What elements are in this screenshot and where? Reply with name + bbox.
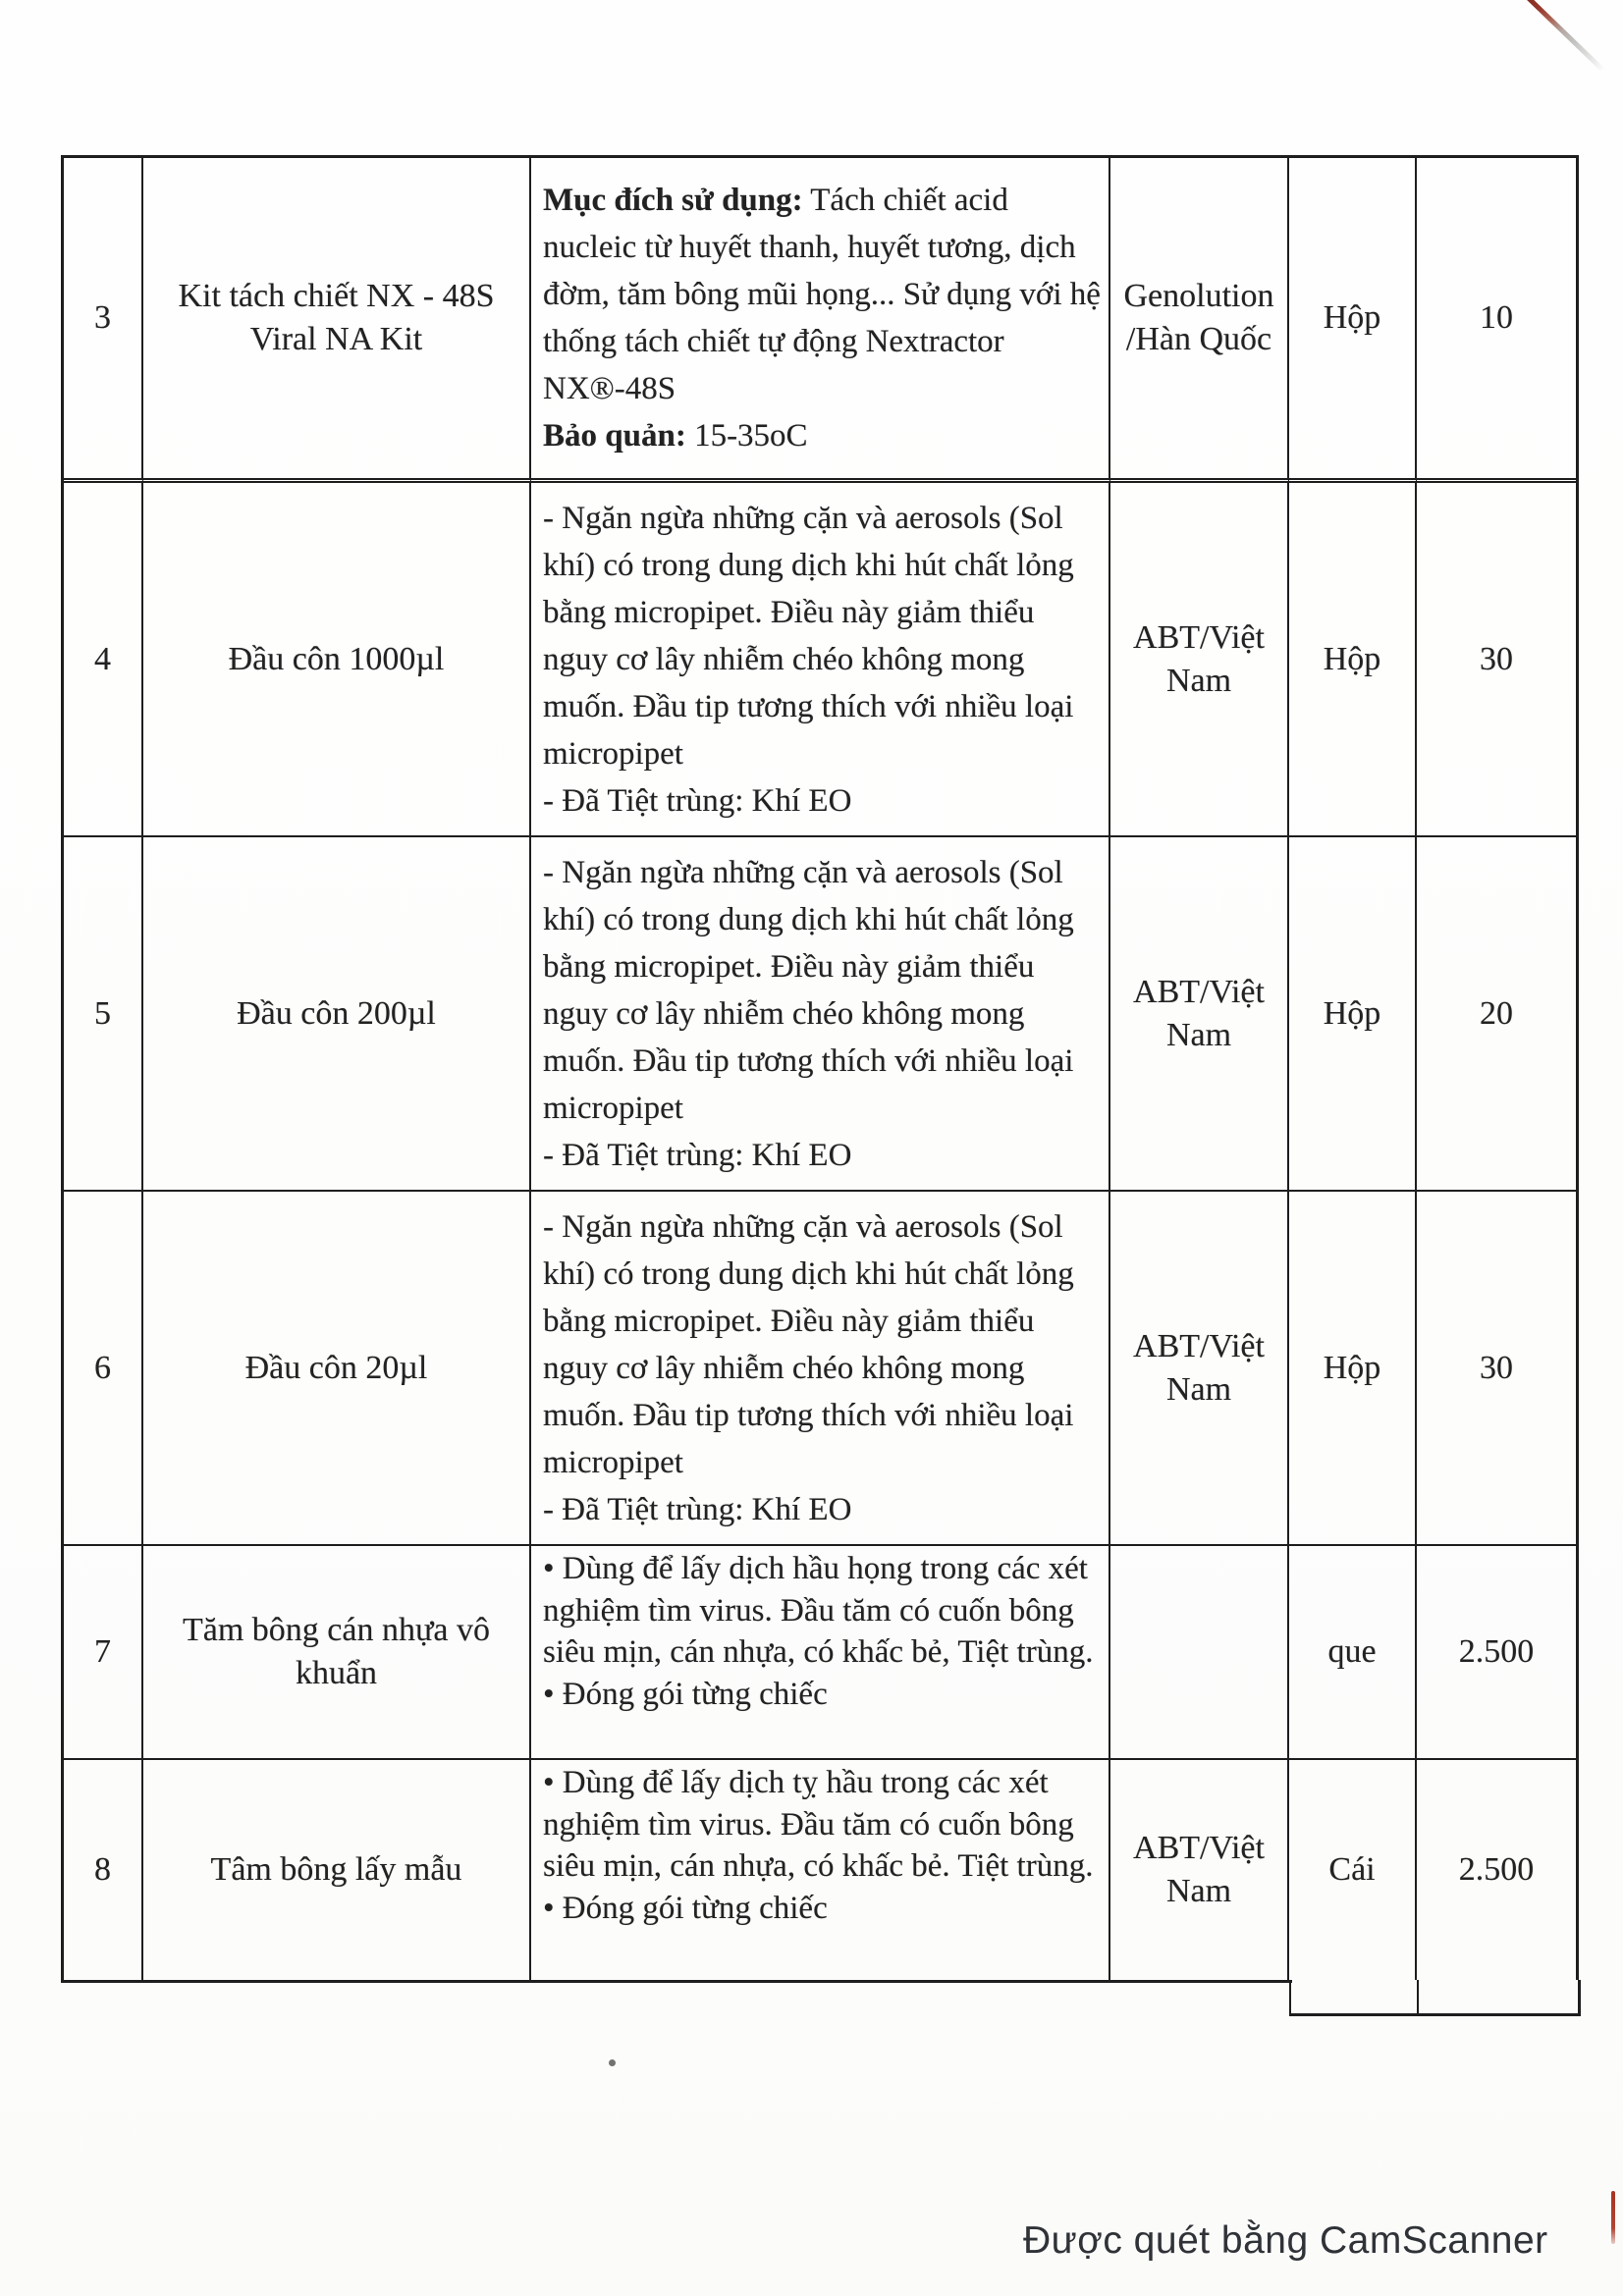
- cell-manufacturer: ABT/Việt Nam: [1110, 837, 1289, 1192]
- cell-item-name: Đầu côn 20µl: [143, 1192, 531, 1546]
- cell-item-name: Kit tách chiết NX - 48S Viral NA Kit: [143, 158, 531, 483]
- description-text: 15-35oC: [685, 418, 808, 454]
- items-table-grid: [64, 158, 1576, 1980]
- cell-quantity: 30: [1417, 483, 1576, 837]
- table-bottom-step: [1289, 1980, 1581, 2016]
- description-text: - Đã Tiệt trùng: Khí EO: [543, 1491, 852, 1527]
- cell-quantity: 2.500: [1417, 1546, 1576, 1760]
- description-text: • Đóng gói từng chiếc: [543, 1676, 828, 1712]
- cell-manufacturer: ABT/Việt Nam: [1110, 1192, 1289, 1546]
- description-text: - Ngăn ngừa những cặn và aerosols (Sol khí) có trong dung dịch khi hút chất lỏng bằng micropipet. Điều này giảm thiểu nguy cơ lây nhiễm chéo không mong muốn. Đầu tip tương thích với nhiều loại micropipet: [543, 854, 1074, 1126]
- cell-stt: 7: [64, 1546, 143, 1760]
- cell-unit: Hộp: [1289, 837, 1417, 1192]
- cell-item-name: Đầu côn 200µl: [143, 837, 531, 1192]
- description-paragraph: [543, 495, 1105, 777]
- description-text: - Đã Tiệt trùng: Khí EO: [543, 782, 852, 819]
- cell-description: [531, 1760, 1110, 1980]
- cell-item-name: Tâm bông lấy mẫu: [143, 1760, 531, 1980]
- cell-description: [531, 837, 1110, 1192]
- pen-mark-top-right: [1523, 0, 1605, 73]
- cell-stt: 3: [64, 158, 143, 483]
- description-paragraph: [543, 849, 1105, 1132]
- description-paragraph: [543, 1203, 1105, 1486]
- cell-unit: que: [1289, 1546, 1417, 1760]
- description-text: Tách chiết acid nucleic từ huyết thanh, huyết tương, dịch đờm, tăm bông mũi họng... Sử dụng với hệ thống tách chiết tự động Nextractor NX®-48S: [543, 183, 1101, 406]
- description-label: Bảo quản:: [543, 418, 686, 454]
- cell-unit: Hộp: [1289, 483, 1417, 837]
- cell-description: [531, 1192, 1110, 1546]
- description-text: - Ngăn ngừa những cặn và aerosols (Sol khí) có trong dung dịch khi hút chất lỏng bằng micropipet. Điều này giảm thiểu nguy cơ lây nhiễm chéo không mong muốn. Đầu tip tương thích với nhiều loại micropipet: [543, 1208, 1074, 1480]
- cell-quantity: 30: [1417, 1192, 1576, 1546]
- cell-quantity: 2.500: [1458, 1851, 1535, 1888]
- description-paragraph: [543, 1132, 851, 1179]
- description-label: Mục đích sử dụng:: [543, 183, 803, 218]
- description-text: - Ngăn ngừa những cặn và aerosols (Sol khí) có trong dung dịch khi hút chất lỏng bằng micropipet. Điều này giảm thiểu nguy cơ lây nhiễm chéo không mong muốn. Đầu tip tương thích với nhiều loại micropipet: [543, 500, 1074, 772]
- description-paragraph: [543, 1888, 828, 1930]
- cell-unit: Hộp: [1289, 1192, 1417, 1546]
- cell-description: [531, 1546, 1110, 1760]
- description-paragraph: [543, 1486, 851, 1533]
- cell-stt: 4: [64, 483, 143, 837]
- cell-manufacturer: [1110, 1546, 1289, 1760]
- description-paragraph: [543, 412, 808, 459]
- pen-mark-bottom-right: [1611, 2191, 1615, 2244]
- description-paragraph: [543, 1674, 828, 1716]
- description-paragraph: [543, 177, 1105, 412]
- cell-quantity: 10: [1417, 158, 1576, 483]
- step-divider-line: [1417, 1980, 1419, 2013]
- cell-item-name: Đầu côn 1000µl: [143, 483, 531, 837]
- cell-item-name: Tăm bông cán nhựa vô khuẩn: [143, 1546, 531, 1760]
- description-paragraph: [543, 1762, 1105, 1888]
- table-bottom-border: [61, 1980, 1292, 1983]
- description-paragraph: [543, 777, 851, 825]
- supplies-table: [61, 155, 1579, 1980]
- cell-stt: 6: [64, 1192, 143, 1546]
- cell-stt: 8: [64, 1760, 143, 1980]
- camscanner-watermark: Được quét bằng CamScanner: [1023, 2219, 1548, 2262]
- cell-stt: 5: [64, 837, 143, 1192]
- description-text: - Đã Tiệt trùng: Khí EO: [543, 1137, 852, 1173]
- cell-quantity: 20: [1417, 837, 1576, 1192]
- cell-manufacturer: Genolution /Hàn Quốc: [1110, 158, 1289, 483]
- cell-manufacturer: ABT/Việt Nam: [1110, 483, 1289, 837]
- stray-ink-dot: [609, 2059, 616, 2066]
- description-paragraph: [543, 1548, 1105, 1674]
- description-text: • Dùng để lấy dịch tỵ hầu trong các xét nghiệm tìm virus. Đầu tăm có cuốn bông siêu mịn, cán nhựa, có khấc bẻ. Tiệt trùng.: [543, 1765, 1094, 1884]
- cell-description: [531, 483, 1110, 837]
- description-text: • Đóng gói từng chiếc: [543, 1890, 828, 1926]
- cell-description: [531, 158, 1110, 483]
- cell-unit: Cái: [1289, 1760, 1417, 1980]
- cell-manufacturer: ABT/Việt Nam: [1110, 1760, 1289, 1980]
- cell-unit: Hộp: [1289, 158, 1417, 483]
- description-text: • Dùng để lấy dịch hầu họng trong các xét nghiệm tìm virus. Đầu tăm có cuốn bông siêu mịn, cán nhựa, có khấc bẻ, Tiệt trùng.: [543, 1551, 1094, 1670]
